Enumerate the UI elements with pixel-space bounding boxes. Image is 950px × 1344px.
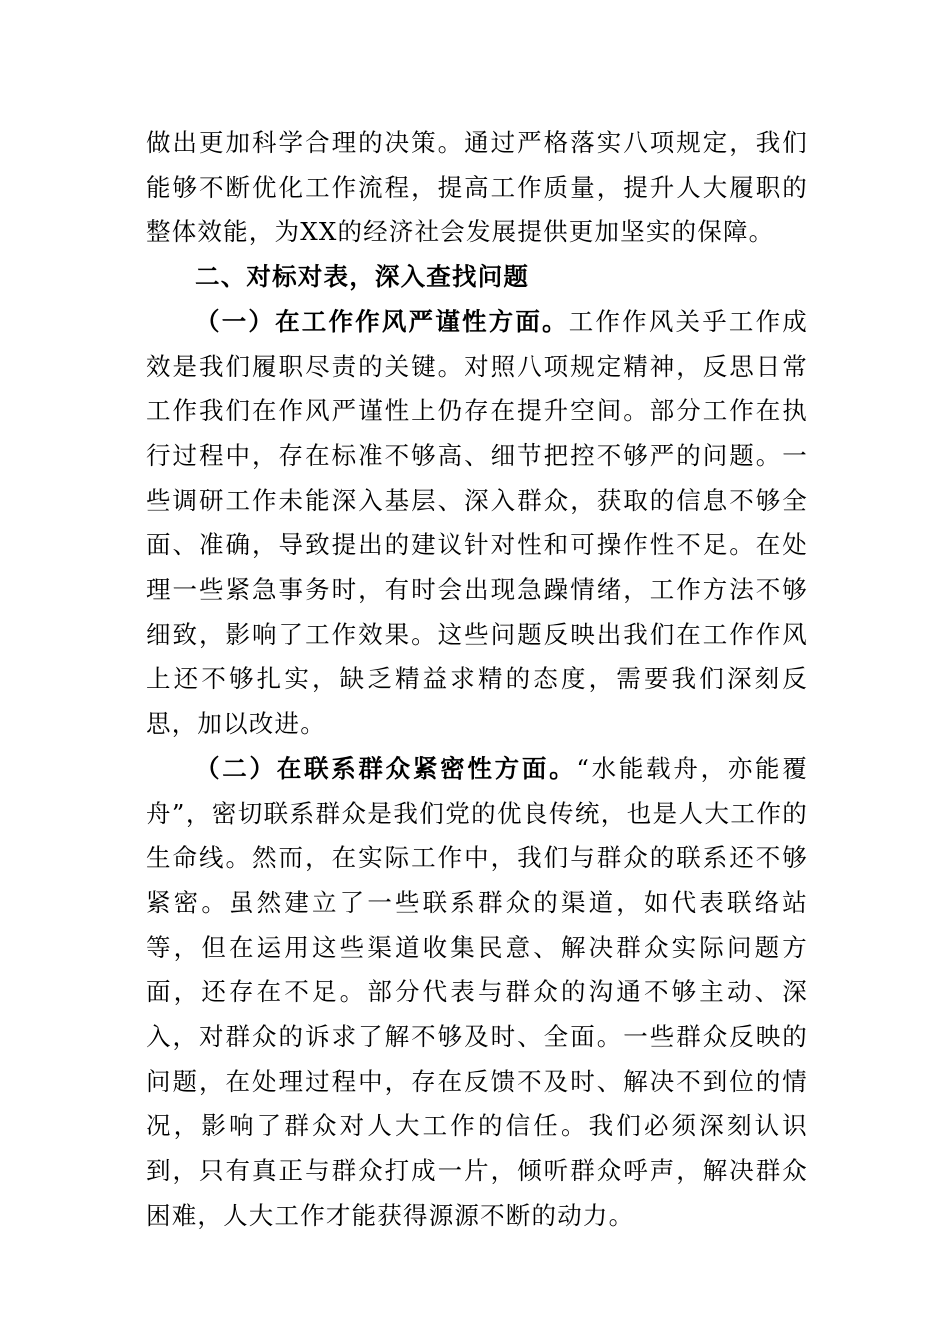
paragraph-item-1	[146, 300, 808, 747]
item-2-body: “水能载舟，亦能覆舟”，密切联系群众是我们党的优良传统，也是人大工作的生命线。然而，在实际工作中，我们与群众的联系还不够紧密。虽然建立了一些联系群众的渠道，如代表联络站等，但在运用这些渠道收集民意、解决群众实际问题方面，还存在不足。部分代表与群众的沟通不够主动、深入，对群众的诉求了解不够及时、全面。一些群众反映的问题，在处理过程中，存在反馈不及时、解决不到位的情况，影响了群众对人大工作的信任。我们必须深刻认识到，只有真正与群众打成一片，倾听群众呼声，解决群众困难，人大工作才能获得源源不断的动力。	[146, 753, 808, 1230]
item-1-lead: （一）在工作作风严谨性方面。	[195, 306, 569, 336]
item-2-lead: （二）在联系群众紧密性方面。	[195, 753, 577, 783]
paragraph-item-2	[146, 747, 808, 1239]
paragraph-continued: 做出更加科学合理的决策。通过严格落实八项规定，我们能够不断优化工作流程，提高工作质量，提升人大履职的整体效能，为XX的经济社会发展提供更加坚实的保障。	[146, 128, 808, 247]
item-1-body: 工作作风关乎工作成效是我们履职尽责的关键。对照八项规定精神，反思日常工作我们在作风严谨性上仍存在提升空间。部分工作在执行过程中，存在标准不够高、细节把控不够严的问题。一些调研工作未能深入基层、深入群众，获取的信息不够全面、准确，导致提出的建议针对性和可操作性不足。在处理一些紧急事务时，有时会出现急躁情绪，工作方法不够细致，影响了工作效果。这些问题反映出我们在工作作风上还不够扎实，缺乏精益求精的态度，需要我们深刻反思，加以改进。	[146, 306, 808, 739]
section-heading: 二、对标对表，深入查找问题	[195, 262, 530, 292]
document-body	[146, 121, 808, 1239]
